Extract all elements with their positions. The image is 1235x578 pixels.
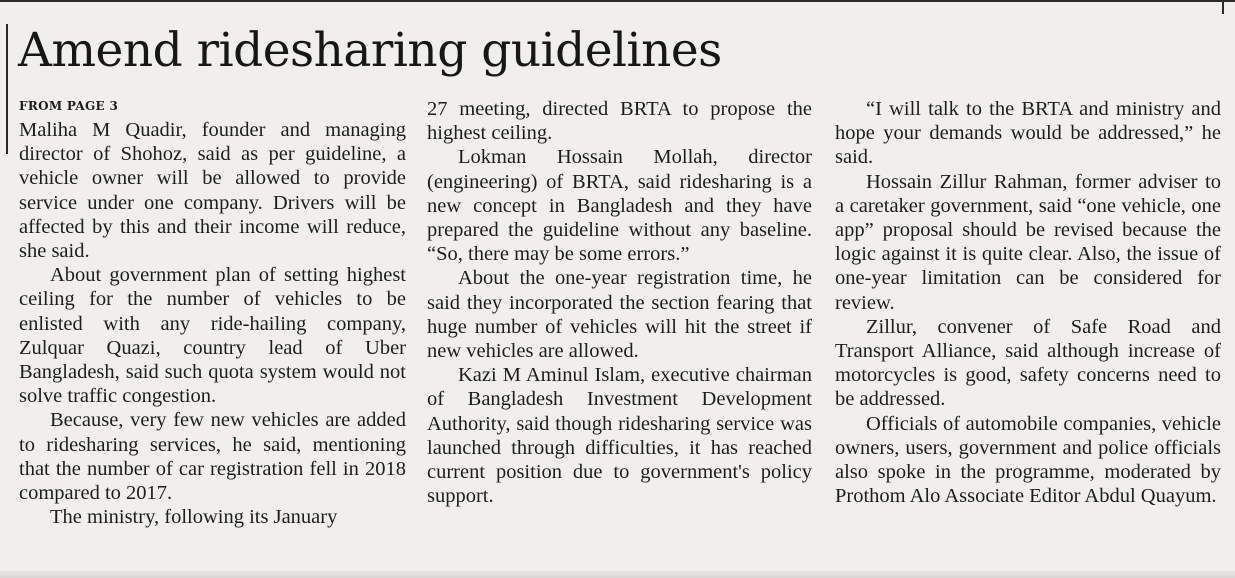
top-rule: [0, 0, 1235, 2]
article-column-3: [835, 97, 1221, 508]
paragraph: Hossain Zillur Rahman, former adviser to a caretaker government, said “one vehicle, one app” proposal should be revised because the logic against it is quite clear. Also, the issue of one-year limitation can be considered for review.: [835, 170, 1221, 314]
paragraph: Maliha M Quadir, founder and managing director of Shohoz, said as per guideline, a vehicle owner will be allowed to provide service under one company. Drivers will be affected by this and their income will reduce, she said.: [19, 119, 406, 263]
paragraph: Lokman Hossain Mollah, director (engineering) of BRTA, said ridesharing is a new concept in Bangladesh and they have prepared the guideline without any baseline. “So, there may be some errors.”: [427, 146, 812, 266]
paragraph: The ministry, following its January: [50, 506, 338, 529]
paragraph: 27 meeting, directed BRTA to propose the highest ceiling.: [427, 98, 812, 145]
paragraph: About the one-year registration time, he said they incorporated the section fearing that huge number of vehicles will hit the street if new vehicles are allowed.: [427, 267, 812, 363]
paragraph: Officials of automobile companies, vehicle owners, users, government and police officials also spoke in the programme, moderated by Prothom Alo Associate Editor Abdul Quayum.: [835, 412, 1221, 508]
headline-side-rule: [6, 24, 8, 154]
article-column-1: [19, 118, 406, 529]
paragraph: About government plan of setting highest ceiling for the number of vehicles to be enlisted with any ride-hailing company, Zulquar Quazi, country lead of Uber Bangladesh, said such quota system would not solve traffic congestion.: [19, 264, 406, 408]
paragraph: “I will talk to the BRTA and ministry and hope your demands would be addressed,” he said.: [835, 98, 1221, 169]
paragraph: Zillur, convener of Safe Road and Transport Alliance, said although increase of motorcycles is good, safety concerns need to be addressed.: [835, 315, 1221, 411]
jump-kicker: FROM PAGE 3: [19, 99, 119, 113]
headline: Amend ridesharing guidelines: [18, 23, 722, 78]
article-column-2: [427, 97, 812, 508]
paragraph: Kazi M Aminul Islam, executive chairman of Bangladesh Investment Development Authority, said though ridesharing service was launched through difficulties, it has reached current position due to government's policy support.: [427, 364, 812, 508]
bottom-edge: [0, 571, 1235, 578]
paragraph: Because, very few new vehicles are added to ridesharing services, he said, mentioning that the number of car registration fell in 2018 compared to 2017.: [19, 409, 406, 505]
corner-crop-mark: [1222, 0, 1224, 14]
